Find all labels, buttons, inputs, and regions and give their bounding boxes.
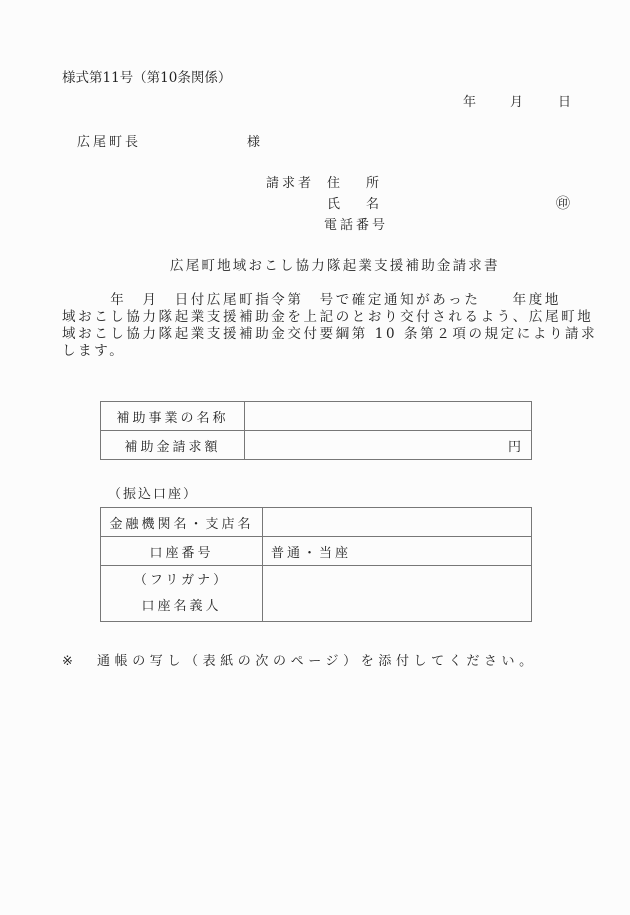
table-row (101, 431, 532, 460)
claim-amount-field[interactable]: 円 (245, 431, 532, 460)
bank-section-heading: （振込口座） (108, 487, 199, 502)
project-name-label: 補助事業の名称 (101, 402, 245, 431)
note-text: 通帳の写し（表紙の次のページ）を添付してください。 (97, 654, 537, 669)
body-line: 年 月 日付広尾町指令第 号で確定通知があった 年度地 (62, 292, 561, 308)
date-month-label: 月 (510, 95, 524, 110)
bank-branch-label: 金融機関名・支店名 (101, 508, 263, 537)
account-number-label: 口座番号 (101, 537, 263, 566)
account-holder-field[interactable] (263, 566, 532, 622)
date-year-label: 年 (463, 95, 477, 110)
account-holder-name-label: 口座名義人 (141, 598, 222, 614)
table-row (101, 402, 532, 431)
date-day-label: 日 (558, 95, 572, 110)
account-holder-label (101, 566, 263, 622)
furigana-label: （フリガナ） (133, 572, 230, 588)
form-number: 様式第11号（第10条関係） (62, 70, 232, 86)
bank-branch-field[interactable] (263, 508, 532, 537)
body-line: します。 (62, 343, 126, 359)
address-label: 住 所 (327, 176, 380, 191)
project-name-field[interactable] (245, 402, 532, 431)
seal-icon: ㊞ (556, 196, 570, 212)
bank-account-table (100, 507, 532, 622)
phone-label: 電話番号 (324, 218, 389, 233)
name-label: 氏 名 (327, 197, 380, 212)
body-line: 域おこし協力隊起業支援補助金交付要綱第 10 条第２項の規定により請求 (62, 326, 598, 342)
applicant-label: 請求者 (266, 176, 315, 191)
table-row (101, 508, 532, 537)
body-paragraph (62, 292, 598, 360)
table-row (101, 566, 532, 622)
account-type-field[interactable]: 普通・当座 (263, 537, 532, 566)
addressee-honorific: 様 (247, 135, 261, 150)
note-mark-icon: ※ (62, 654, 73, 669)
body-line: 域おこし協力隊起業支援補助金を上記のとおり交付されるよう、広尾町地 (62, 309, 594, 325)
table-row (101, 537, 532, 566)
document-title: 広尾町地域おこし協力隊起業支援補助金請求書 (170, 258, 500, 274)
claim-amount-label: 補助金請求額 (101, 431, 245, 460)
addressee-name: 広尾町長 (77, 135, 142, 150)
subsidy-table (100, 401, 532, 460)
